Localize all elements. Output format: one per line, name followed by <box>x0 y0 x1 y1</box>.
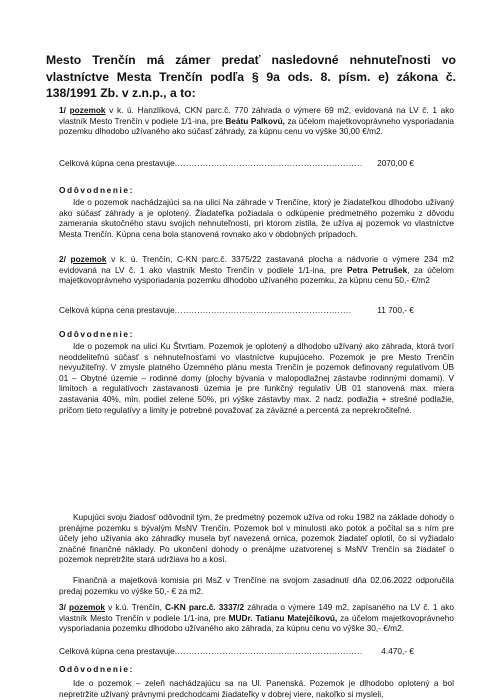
item-3-parcel: C-KN parc.č. 3337/2 <box>165 602 245 612</box>
item-1-buyer: Beátu Palkovú, <box>225 115 285 126</box>
item-2-price-row <box>59 305 414 316</box>
item-1-price-row <box>59 158 414 169</box>
item-2-text-b: , za účelom majetkovoprávneho vysporiadania pozemku dlhodobo užívaného pozemku, za kúpnu cenu 50,- €/m2 <box>59 264 454 286</box>
document-title: Mesto Trenčín má zámer predať nasledovné nehnuteľnosti vo vlastníctve Mesta Trenčín podľa § 9a ods. 8. písm. e) zákona č. 138/1991 Zb. v z.n.p., a to: <box>46 53 456 100</box>
item-3-label: pozemok <box>69 602 106 612</box>
item-1-price-dots: ................................................................... <box>174 158 363 168</box>
item-2-label: pozemok <box>70 254 107 264</box>
item-2-buyer: Petra Petrušek <box>346 264 408 275</box>
item-1-price: 2070,00 € <box>377 158 414 168</box>
item-3-description <box>59 602 454 634</box>
item-2-reasoning-2: Kupujúci svoju žiadosť odôvodnil tým, že predmetný pozemok užíva od roku 1982 na základe dohody o prenájme pozemku s bývalým MsNV Trenčín. Pozemok bol v minulosti ako potok a počítal sa s ním pre účely jeho užívania ako záhradky musela byť navezená ornica, pozemok žiadateľ oplotil, čo si vyžiadalo značné finančné náklady. Po ukončení dohody o prenájme uzatvorenej s MsNV Trenčín sa žiadateľ o pozemok nepretržite stará udržiava ho a kosí. <box>59 512 454 565</box>
item-3-text-a: v k.ú. Trenčín, <box>105 602 165 612</box>
item-1-label: pozemok <box>69 105 106 115</box>
item-2-reasoning-1: Ide o pozemok na ulici Ku Štvrtiam. Pozemok je oplotený a dlhodobo užívaný ako záhrada, ktorá tvorí neoddeliteľnú súčasť s nehnuteľnosťami vo vlastníctve kupujúceho. Pozemok je pre Mesto Trenčín nevyužiteľný. V zmysle platného Územného plánu mesta Trenčín je pozemok definovaný regulatívom ÚB 01 – Obytné územie – rodinné domy (plochy bývania v malopodlažnej zástavbe rodinnými domami). V limitoch a regulatívoch zastavanosti územia je pre funkčný regulatív ÚB 01 stanovená max. miera zastavania 40%, min. podiel zelene 50%, pri výške zástavby max. 2 nadz. podlažia + strešné podlažie, pričom tieto regulatívy a limity je potrebné považovať za záväzné a percentá za neprekročiteľné. <box>59 341 454 415</box>
item-1-text-a: v k. ú. Hanzlíková, CKN parc.č. 770 záhrada o výmere 69 m2, evidovaná na LV č. 1 ako vlastník Mesto Trenčín v podiele 1/1-ina, pre <box>59 105 454 126</box>
item-1-description <box>59 105 454 137</box>
item-1-text-b: za účelom majetkovoprávneho vysporiadania pozemku dlhodobo užívaného ako súčasť záhrady, za kúpnu cenu vo výške 30,00 €/m2. <box>59 115 454 137</box>
item-3-price-dots: ................................................................... <box>174 646 363 656</box>
item-2-price-label: Celková kúpna cena prestavuje <box>59 305 175 315</box>
item-2-text-a: v k. ú. Trenčín, C-KN parc.č. 3375/22 zastavaná plocha a nádvorie o výmere 234 m2 evidovaná na LV č. 1 ako vlastník Mesto Trenčín v podiele 1/1-ina, pre <box>59 254 455 275</box>
item-3-number: 3/ <box>59 602 66 612</box>
item-2-reasoning-3: Finančná a majetková komisia pri MsZ v Trenčíne na svojom zasadnutí dňa 02.06.2022 odporučila predaj pozemku vo výške 50,- € za m2. <box>59 575 454 596</box>
item-3-price-row <box>59 646 414 657</box>
item-3-text-b: záhrada o výmere 149 m2, zapísaného na LV č. 1 ako vlastník Mesto Trenčín v podiele 1/1-ina, pre <box>59 602 455 623</box>
item-2-description <box>59 254 454 286</box>
item-3-reasoning: Ide o pozemok – zeleň nachádzajúcu sa na Ul. Panenská. Pozemok je dlhodobo oplotený a bol nepretržite užívaný právnymi predchodcami žiadateľky v dobrej viere, nakoľko si mysleli, <box>59 678 454 699</box>
item-3-buyer: MUDr. Tatianu Matejčíkovú, <box>228 612 338 623</box>
item-2-price-dots: ............................................................... <box>174 305 352 315</box>
item-3-text-c: za účelom majetkovoprávneho vysporiadania pozemku dlhodobo užívaného ako záhrada, za kúpnu cenu vo výške 30,- €/m2. <box>59 612 454 634</box>
item-1-reasoning-heading: Odôvodnenie: <box>59 185 134 195</box>
item-2-number: 2/ <box>59 254 66 264</box>
item-3-reasoning-heading: Odôvodnenie: <box>59 664 134 674</box>
item-3-price: 4.470,- € <box>381 646 414 656</box>
item-2-price: 11 700,- € <box>377 305 414 315</box>
item-1-number: 1/ <box>59 105 66 115</box>
item-3-price-label: Celková kúpna cena prestavuje <box>59 646 175 656</box>
item-1-price-label: Celková kúpna cena prestavuje <box>59 158 175 168</box>
item-2-reasoning-heading: Odôvodnenie: <box>59 329 134 339</box>
item-1-reasoning: Ide o pozemok nachádzajúci sa na ulici Na záhrade v Trenčíne, ktorý je žiadateľkou dlhodobo užívaný ako súčasť záhrady a je oplotený. Žiadateľka požiadala o odkúpenie predmetného pozemku z dôvodu zamerania skutočného stavu svojich nehnuteľností, pri ktorom zistila, že užíva aj pozemok vo vlastníctve Mesta Trenčín. Kúpna cena bola stanovená rovnako ako v obdobných prípadoch. <box>59 197 454 239</box>
